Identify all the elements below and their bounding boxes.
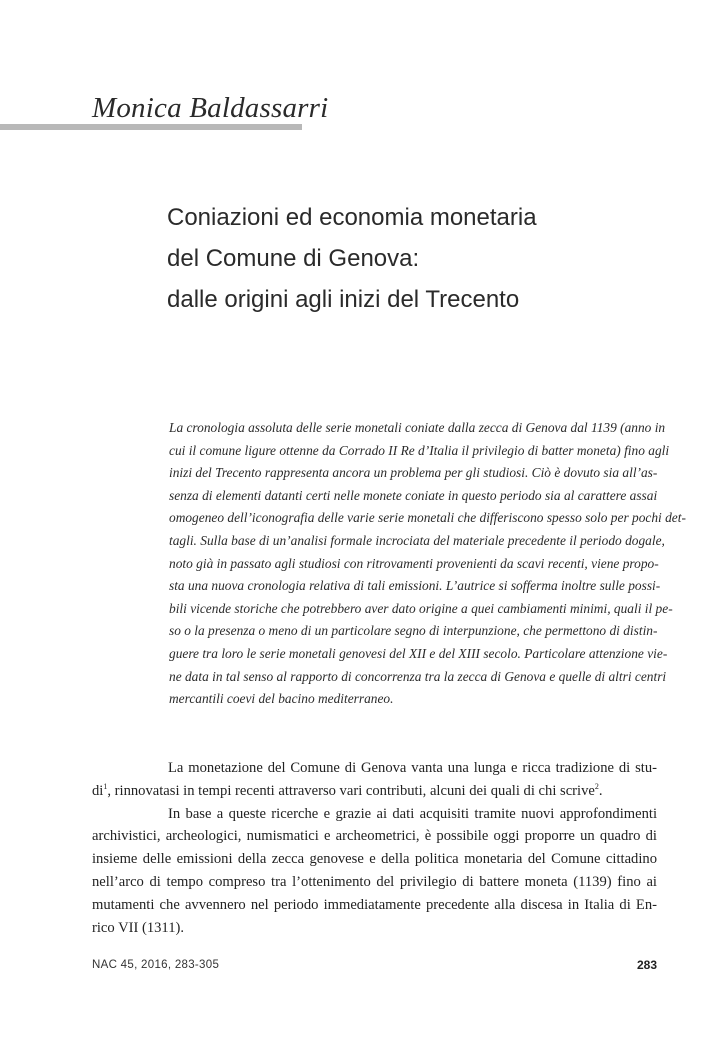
body-text-fragment: . [598, 782, 603, 799]
body-line: archivistici, archeologici, numismatici e archeometrici, è possibile oggi proporre un quadro di [92, 828, 657, 845]
body-line: mutamenti che avvennero nel periodo immediatamente precedente alla discesa in Italia di En- [92, 896, 657, 913]
author-underline-rule [0, 124, 302, 130]
abstract-line: ne data in tal senso al rapporto di concorrenza tra la zecca di Genova e quelle di altri centri [169, 668, 667, 684]
page-number: 283 [636, 958, 657, 972]
abstract-line: tagli. Sulla base di un’analisi formale incrociata del materiale precedente il periodo dogale, [169, 532, 665, 548]
body-line: nell’arco di tempo compreso tra l’ottenimento del privilegio di battere moneta (1139) fino ai [92, 873, 657, 890]
body-text-fragment: di [92, 782, 104, 799]
body-line: In base a queste ricerche e grazie ai dati acquisiti tramite nuovi approfondimenti [168, 805, 657, 822]
title-line: del Comune di Genova: [167, 245, 420, 272]
abstract-line: so o la presenza o meno di un particolare segno di interpunzione, che permettono di distin- [169, 623, 658, 639]
article-title [167, 197, 687, 320]
title-line: dalle origini agli inizi del Trecento [167, 286, 520, 313]
body-line: rico VII (1311). [92, 919, 184, 936]
abstract-line: noto già in passato agli studiosi con ritrovamenti provenienti da scavi recenti, viene propo- [169, 555, 659, 571]
abstract-line: senza di elementi datanti certi nelle monete coniate in questo periodo sia al carattere assai [169, 487, 658, 503]
body-line: insieme delle emissioni della zecca genovese e della politica monetaria del Comune cittadino [92, 851, 657, 868]
body-line: La monetazione del Comune di Genova vanta una lunga e ricca tradizione di stu- [168, 760, 657, 776]
author-name: Monica Baldassarri [92, 92, 329, 124]
title-line: Coniazioni ed economia monetaria [167, 204, 537, 231]
abstract-line: omogeneo dell’iconografia delle varie serie monetali che differiscono spesso solo per pochi det- [169, 510, 686, 526]
body-text [92, 757, 657, 939]
abstract-line: bili vicende storiche che potrebbero aver dato origine a quei cambiamenti minimi, quali il pe- [169, 600, 673, 616]
footnote-marker-2[interactable]: 2 [594, 781, 599, 791]
abstract-line: mercantili coevi del bacino mediterraneo. [169, 691, 394, 707]
abstract [169, 417, 686, 711]
body-text-fragment: , rinnovatasi in tempi recenti attraverso vari contributi, alcuni dei quali di chi scrive [107, 782, 595, 799]
abstract-line: inizi del Trecento rappresenta ancora un problema per gli studiosi. Ciò è dovuto sia all’as- [169, 465, 658, 481]
abstract-line: cui il comune ligure ottenne da Corrado II Re d’Italia il privilegio di batter moneta) fino agli [169, 442, 670, 458]
abstract-line: guere tra loro le serie monetali genovesi del XII e del XIII secolo. Particolare attenzione vie- [169, 645, 668, 661]
abstract-line: sta una nuova cronologia relativa di tali emissioni. L’autrice si sofferma inoltre sulle possi- [169, 578, 661, 594]
footnote-marker-1[interactable]: 1 [103, 781, 108, 791]
body-line [92, 780, 657, 803]
abstract-line: La cronologia assoluta delle serie monetali coniate dalla zecca di Genova dal 1139 (anno in [169, 420, 666, 435]
journal-citation: NAC 45, 2016, 283-305 [92, 959, 220, 971]
